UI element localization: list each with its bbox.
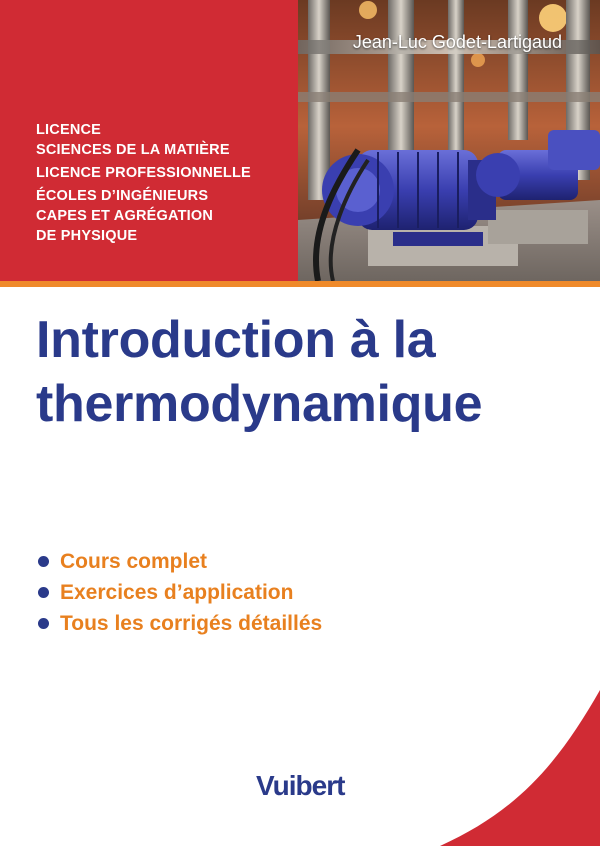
title-line-1: Introduction à la — [36, 311, 436, 369]
title-line-2: thermodynamique — [36, 375, 483, 433]
publisher-logo: Vuibert — [256, 770, 345, 801]
audience-item: CAPES ET AGRÉGATION — [36, 208, 214, 224]
feature-label: Cours complet — [60, 549, 208, 573]
audience-item: LICENCE PROFESSIONNELLE — [36, 165, 251, 181]
audience-item: DE PHYSIQUE — [36, 228, 138, 244]
audience-item: ÉCOLES D’INGÉNIEURS — [36, 188, 209, 204]
feature-label: Tous les corrigés détaillés — [60, 611, 323, 635]
author-name: Jean-Luc Godet-Lartigaud — [352, 32, 562, 52]
audience-item: LICENCE — [36, 122, 102, 138]
feature-label: Exercices d’application — [60, 580, 294, 604]
audience-item: SCIENCES DE LA MATIÈRE — [36, 142, 230, 158]
